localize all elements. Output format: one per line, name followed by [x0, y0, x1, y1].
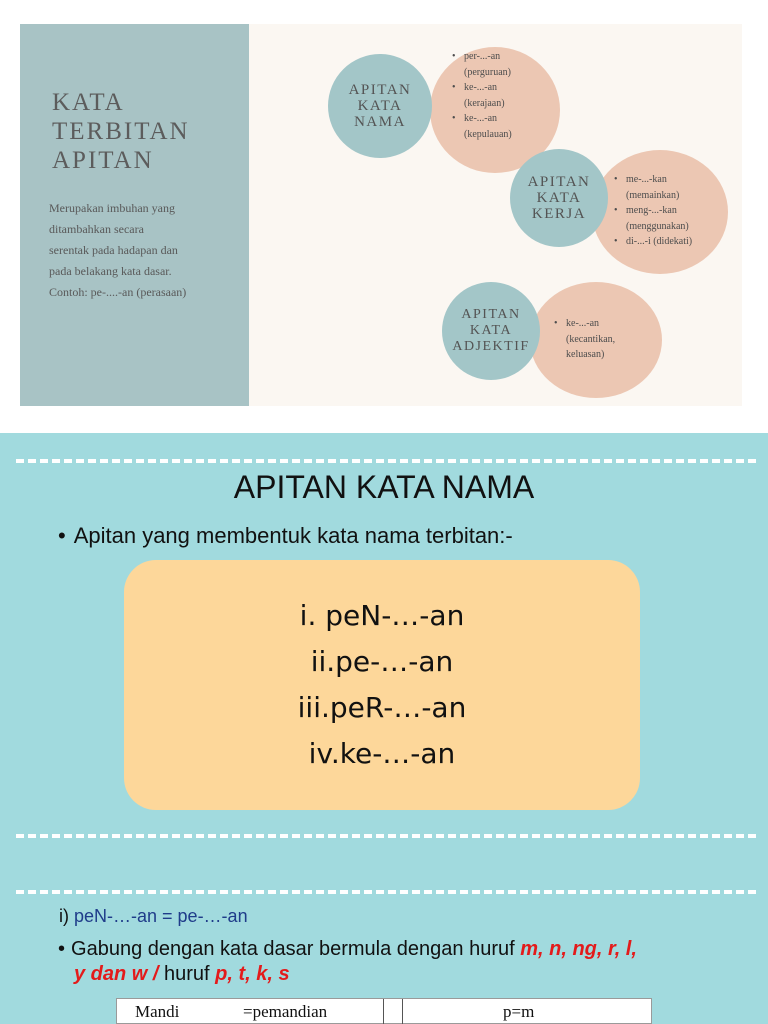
dashed-divider	[16, 459, 756, 463]
subheading: i) peN-…-an = pe-…-an	[59, 906, 248, 926]
sidebar-panel	[20, 24, 249, 406]
bullet-text: • Apitan yang membentuk kata nama terbitan:-	[58, 523, 513, 549]
label-apitan-kata-nama: APITAN KATA NAMA	[348, 82, 412, 130]
list-examples-kerja	[614, 172, 726, 250]
example-table	[116, 998, 652, 1024]
table-divider	[402, 999, 403, 1024]
table-divider	[383, 999, 384, 1024]
table-cell-derived: =pemandian	[243, 1002, 328, 1021]
list-item: iii.peR-…-an	[297, 691, 467, 724]
list-item: • ke-...-an (kerajaan)	[452, 80, 562, 111]
label-apitan-kata-kerja: APITAN KATA KERJA	[527, 174, 591, 222]
list-item: • me-...-kan (memainkan)	[614, 172, 726, 203]
slide-title: KATA TERBITAN APITAN	[52, 89, 190, 174]
table-cell-word: Mandi	[135, 1002, 180, 1021]
bullet-icon: •	[58, 938, 66, 960]
bullet-rule: • Gabung dengan kata dasar bermula dengan huruf m, n, ng, r, l, y dan w / huruf p, t, k, s	[58, 938, 637, 985]
list-item: • ke-...-an (kepulauan)	[452, 111, 562, 142]
list-item: iv.ke-…-an	[308, 737, 456, 770]
slide-infographic	[20, 24, 742, 406]
table-cell-rule: p=m	[503, 1002, 535, 1021]
list-item: • per-...-an (perguruan)	[452, 49, 562, 80]
list-item: • meng-...-kan (menggunakan)	[614, 203, 726, 234]
list-item: • di-...-i (didekati)	[614, 234, 726, 250]
slide-description: Merupakan imbuhan yang ditambahkan secara serentak pada hadapan dan pada belakang kata dasar. Contoh: pe-....-an (perasaan)	[49, 201, 187, 299]
list-item: i. peN-…-an	[299, 599, 465, 632]
dashed-divider	[16, 834, 756, 838]
list-examples-nama	[452, 49, 562, 142]
dashed-divider	[16, 890, 756, 894]
list-examples-adjektif	[554, 316, 658, 363]
slide-title: APITAN KATA NAMA	[233, 469, 535, 505]
slide-apitan-kata-nama	[0, 433, 768, 1024]
list-item: ii.pe-…-an	[310, 645, 454, 678]
apitan-list-box	[124, 560, 640, 810]
label-apitan-kata-adjektif: APITAN KATA ADJEKTIF	[452, 307, 530, 354]
list-item: • ke-...-an (kecantikan, keluasan)	[554, 316, 658, 363]
